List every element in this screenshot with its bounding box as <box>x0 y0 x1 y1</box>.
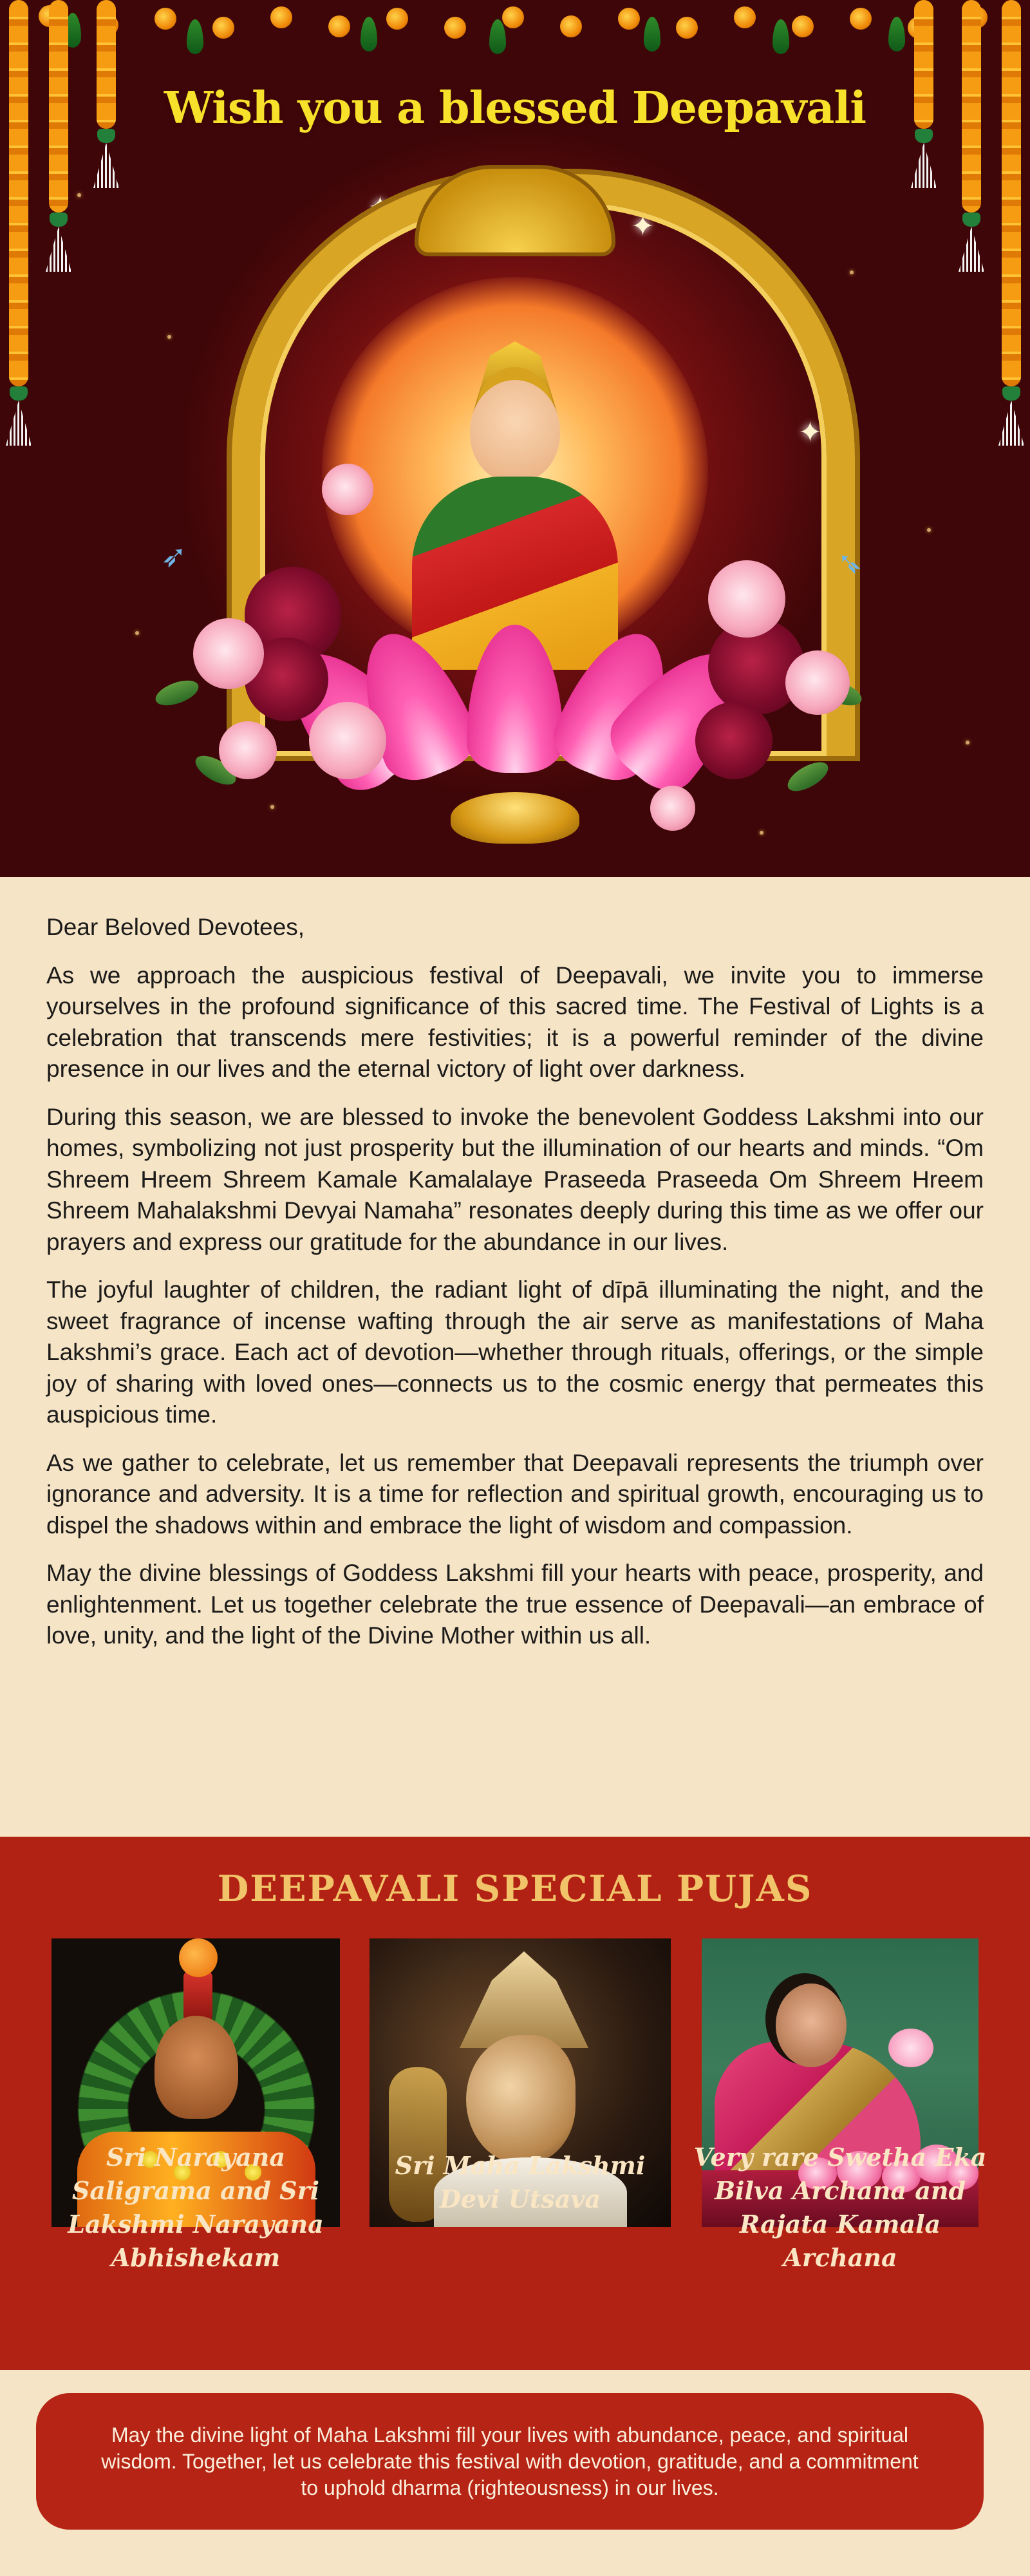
letter-paragraph: The joyful laughter of children, the radiant light of dīpā illuminating the night, and the sweet fragrance of incense wafting through the air serve as manifestations of Maha Lakshmi’s grace. Each act of devotion—whether through rituals, offerings, or the simple joy of sharing with loved ones—connects us to the cosmic energy that permeates this auspicious time. <box>46 1276 984 1428</box>
sparkle <box>135 631 139 635</box>
marigold-strand <box>1002 0 1021 386</box>
pink-rose <box>650 786 695 831</box>
letter-paragraph: May the divine blessings of Goddess Lakshmi fill your hearts with peace, prosperity, and enlightenment. Let us together celebrate the true essence of Deepavali—an embrace of love, unity, and the light of the Divine Mother within us all. <box>46 1560 984 1649</box>
tassel <box>1002 386 1020 444</box>
puja-caption: Very rare Swetha Eka Bilva Archana and Rajata Kamala Archana <box>693 2143 987 2272</box>
star-icon: ✦ <box>798 416 822 449</box>
pink-rose <box>322 464 373 515</box>
letter-body <box>46 912 984 1669</box>
tassel <box>97 129 115 187</box>
closing-message-box <box>36 2393 984 2530</box>
letter-paragraph: During this season, we are blessed to invoke the benevolent Goddess Lakshmi into our homes, symbolizing not just prosperity but the illumination of our hearts and minds. “Om Shreem Hreem Shreem Kamale Kamalalaye Praseeda Praseeda Om Shreem Hreem Shreem Mahalakshmi Devyai Namaha” resonates deeply during this time as we offer our prayers and express our gratitude for the abundance in our lives. <box>46 1103 984 1255</box>
sparkle <box>77 193 81 197</box>
hero-banner <box>0 0 1030 877</box>
pujas-heading: DEEPAVALI SPECIAL PUJAS <box>217 1868 813 1910</box>
gold-coin-bowl <box>451 792 579 844</box>
letter-paragraph: As we gather to celebrate, let us remember that Deepavali represents the triumph over ignorance and adversity. It is a time for reflection and spiritual growth, encouraging us to dispel the shadows within and embrace the light of wisdom and compassion. <box>46 1449 984 1539</box>
red-rose <box>695 702 772 779</box>
pink-rose <box>708 560 785 638</box>
hero-title: Wish you a blessed Deepavali <box>164 82 866 134</box>
sparkle <box>167 335 171 339</box>
sparkle <box>966 741 969 744</box>
tassel <box>50 213 68 270</box>
closing-message: May the divine light of Maha Lakshmi fill your lives with abundance, peace, and spiritual wisdom. Together, let us celebrate this festival with devotion, gratitude, and a commitment to uphold dharma (righteousness) in our lives. <box>101 2423 919 2499</box>
sparkle <box>760 831 763 835</box>
pink-rose <box>785 650 850 715</box>
tassel <box>10 386 28 444</box>
marigold-garland-top <box>0 0 1030 39</box>
tassel <box>915 129 933 187</box>
sparkle <box>850 270 854 274</box>
hummingbird-icon: ➶ <box>161 538 187 574</box>
sparkle <box>270 805 274 809</box>
puja-caption: Sri Narayana Saligrama and Sri Lakshmi Narayana Abhishekam <box>68 2143 324 2272</box>
letter-paragraph: As we approach the auspicious festival of Deepavali, we invite you to immerse yourselves in the profound significance of this sacred time. The Festival of Lights is a celebration that transcends mere festivities; it is a powerful reminder of the divine presence in our lives and the eternal victory of light over darkness. <box>46 961 984 1082</box>
deity-face <box>470 380 560 483</box>
tassel <box>962 213 980 270</box>
star-icon: ✦ <box>368 191 392 223</box>
puja-caption: Sri Maha Lakshmi Devi Utsava <box>395 2151 646 2213</box>
hummingbird-icon: ➶ <box>837 545 863 581</box>
pink-lotus <box>348 599 682 773</box>
marigold-strand <box>9 0 28 386</box>
sparkle <box>927 528 931 532</box>
pink-rose <box>193 618 264 689</box>
letter-greeting: Dear Beloved Devotees, <box>46 914 305 940</box>
pink-rose <box>219 721 277 779</box>
special-pujas-section <box>0 1837 1030 2370</box>
pink-rose <box>309 702 386 779</box>
star-icon: ✦ <box>631 210 655 243</box>
